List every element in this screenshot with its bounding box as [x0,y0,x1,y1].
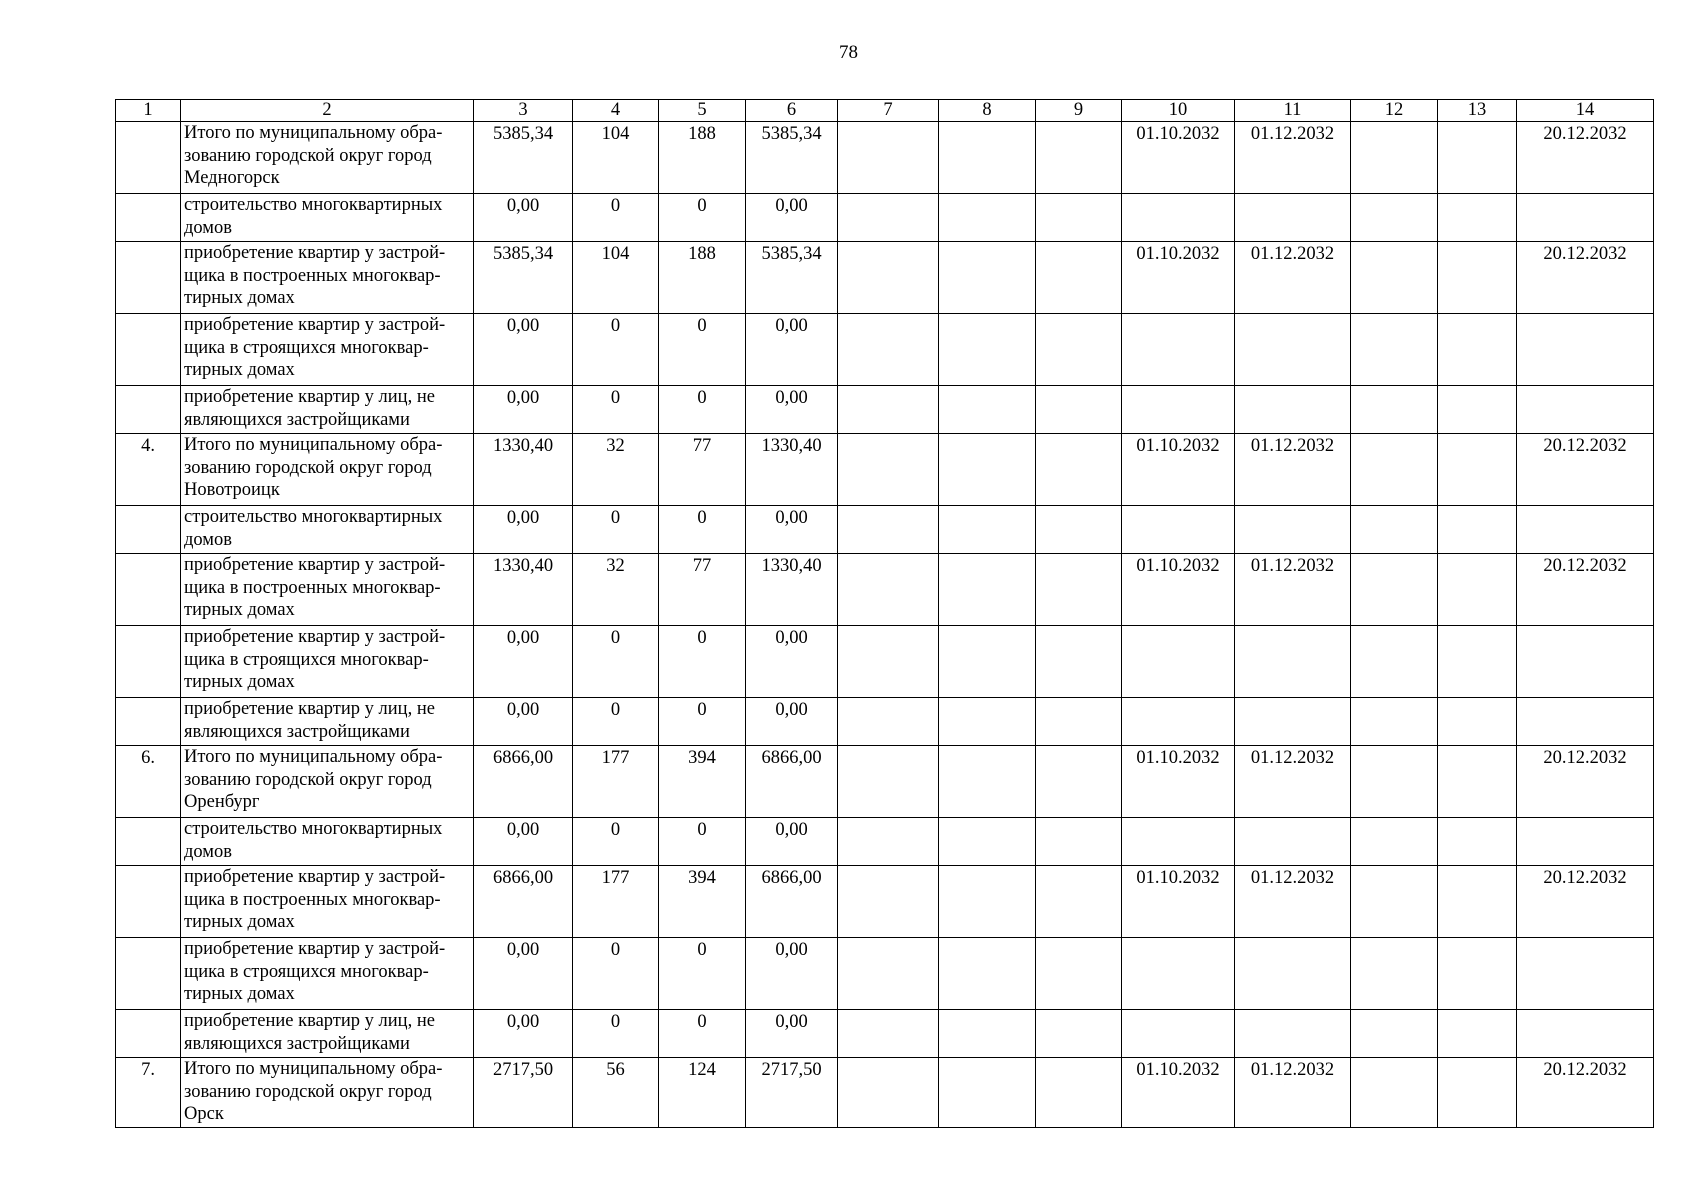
value-cell [1122,818,1235,866]
value-cell [1235,626,1351,698]
value-cell [838,434,939,506]
table-row [116,506,1654,554]
value-cell [1351,314,1438,386]
value-cell: 0,00 [474,1010,573,1058]
value-cell: 6866,00 [746,866,838,938]
value-cell: 5385,34 [746,122,838,194]
row-number-cell [116,554,181,626]
column-header: 12 [1351,100,1438,122]
table-row [116,1058,1654,1128]
value-cell [1036,698,1122,746]
value-cell [939,746,1036,818]
value-cell [1438,434,1517,506]
table-row [116,386,1654,434]
value-cell: 56 [573,1058,659,1128]
value-cell [1351,818,1438,866]
allocation-table [115,99,1654,1128]
value-cell [1235,818,1351,866]
table-row [116,626,1654,698]
value-cell [1036,122,1122,194]
value-cell [939,314,1036,386]
value-cell: 1330,40 [746,554,838,626]
value-cell [1517,698,1654,746]
value-cell [1438,626,1517,698]
item-name-cell: приобретение квартир у лиц, не являющихся застройщиками [181,698,474,746]
table-row [116,194,1654,242]
value-cell: 0 [573,626,659,698]
value-cell [939,242,1036,314]
value-cell: 5385,34 [746,242,838,314]
column-header: 8 [939,100,1036,122]
value-cell: 5385,34 [474,242,573,314]
value-cell [939,866,1036,938]
value-cell: 188 [659,242,746,314]
value-cell: 394 [659,866,746,938]
value-cell: 0 [659,1010,746,1058]
item-name-cell: Итого по муниципальному обра-зованию городской округ город Медногорск [181,122,474,194]
value-cell: 20.12.2032 [1517,1058,1654,1128]
value-cell: 0 [659,626,746,698]
value-cell [939,122,1036,194]
value-cell [1036,314,1122,386]
value-cell [1351,434,1438,506]
value-cell: 2717,50 [746,1058,838,1128]
row-number-cell [116,506,181,554]
value-cell: 1330,40 [746,434,838,506]
value-cell: 0,00 [474,626,573,698]
table-row [116,746,1654,818]
value-cell: 177 [573,866,659,938]
item-name-cell: приобретение квартир у застрой-щика в строящихся многоквар-тирных домах [181,626,474,698]
value-cell [1122,194,1235,242]
value-cell [939,194,1036,242]
value-cell: 0 [659,938,746,1010]
value-cell [1438,818,1517,866]
value-cell [1351,506,1438,554]
value-cell: 32 [573,434,659,506]
value-cell: 394 [659,746,746,818]
value-cell [939,698,1036,746]
value-cell: 01.12.2032 [1235,122,1351,194]
value-cell [1122,386,1235,434]
value-cell: 32 [573,554,659,626]
value-cell [1517,314,1654,386]
value-cell: 0 [573,506,659,554]
value-cell [939,554,1036,626]
item-name-cell: Итого по муниципальному обра-зованию городской округ город Оренбург [181,746,474,818]
value-cell: 0 [659,314,746,386]
column-header: 10 [1122,100,1235,122]
table-row [116,434,1654,506]
value-cell [939,506,1036,554]
row-number-cell [116,386,181,434]
value-cell: 0,00 [746,626,838,698]
value-cell: 20.12.2032 [1517,554,1654,626]
value-cell: 01.12.2032 [1235,746,1351,818]
value-cell: 0,00 [746,698,838,746]
value-cell [1122,506,1235,554]
value-cell: 0 [573,818,659,866]
table-row [116,242,1654,314]
value-cell: 20.12.2032 [1517,242,1654,314]
value-cell [1036,242,1122,314]
row-number-cell [116,938,181,1010]
value-cell: 01.10.2032 [1122,866,1235,938]
value-cell: 0 [573,938,659,1010]
column-header: 9 [1036,100,1122,122]
column-header: 2 [181,100,474,122]
value-cell [1122,698,1235,746]
value-cell [1036,938,1122,1010]
value-cell [1122,626,1235,698]
item-name-cell: Итого по муниципальному обра-зованию городской округ город Орск [181,1058,474,1128]
value-cell [1351,554,1438,626]
value-cell [1517,386,1654,434]
value-cell: 0 [659,194,746,242]
table-row [116,818,1654,866]
value-cell [1517,1010,1654,1058]
value-cell: 0 [573,194,659,242]
value-cell [1517,938,1654,1010]
value-cell [1351,1058,1438,1128]
table-row [116,938,1654,1010]
value-cell [1036,1010,1122,1058]
value-cell [1235,194,1351,242]
value-cell [1517,506,1654,554]
value-cell [838,314,939,386]
table-row [116,314,1654,386]
value-cell: 20.12.2032 [1517,434,1654,506]
value-cell [939,626,1036,698]
value-cell [1438,938,1517,1010]
column-header: 3 [474,100,573,122]
value-cell [838,554,939,626]
column-header: 14 [1517,100,1654,122]
value-cell [1351,698,1438,746]
item-name-cell: строительство многоквартирных домов [181,818,474,866]
item-name-cell: приобретение квартир у застрой-щика в построенных многоквар-тирных домах [181,866,474,938]
value-cell: 0,00 [746,386,838,434]
value-cell: 77 [659,434,746,506]
value-cell: 2717,50 [474,1058,573,1128]
item-name-cell: приобретение квартир у застрой-щика в строящихся многоквар-тирных домах [181,938,474,1010]
value-cell [1438,698,1517,746]
row-number-cell [116,194,181,242]
value-cell [1438,122,1517,194]
table-row [116,866,1654,938]
value-cell [1235,386,1351,434]
table-row [116,554,1654,626]
column-header: 13 [1438,100,1517,122]
value-cell [1351,242,1438,314]
item-name-cell: Итого по муниципальному обра-зованию городской округ город Новотроицк [181,434,474,506]
value-cell [1235,506,1351,554]
column-header: 7 [838,100,939,122]
table-row [116,1010,1654,1058]
value-cell: 01.12.2032 [1235,1058,1351,1128]
value-cell: 0,00 [474,698,573,746]
column-header: 11 [1235,100,1351,122]
value-cell: 01.10.2032 [1122,434,1235,506]
value-cell [1438,242,1517,314]
table-body [116,122,1654,1128]
row-number-cell: 6. [116,746,181,818]
value-cell: 01.12.2032 [1235,554,1351,626]
item-name-cell: приобретение квартир у застрой-щика в построенных многоквар-тирных домах [181,554,474,626]
value-cell [939,938,1036,1010]
table-row [116,698,1654,746]
value-cell: 0 [573,1010,659,1058]
value-cell [838,818,939,866]
value-cell [1351,1010,1438,1058]
value-cell [838,1010,939,1058]
row-number-cell [116,1010,181,1058]
row-number-cell [116,626,181,698]
value-cell [838,122,939,194]
value-cell: 104 [573,242,659,314]
column-header: 4 [573,100,659,122]
value-cell [1036,386,1122,434]
value-cell: 01.10.2032 [1122,554,1235,626]
value-cell [1351,626,1438,698]
value-cell: 0,00 [474,938,573,1010]
value-cell [1036,1058,1122,1128]
value-cell: 0,00 [474,194,573,242]
item-name-cell: строительство многоквартирных домов [181,194,474,242]
value-cell [1438,506,1517,554]
value-cell [1438,746,1517,818]
value-cell: 0 [659,698,746,746]
value-cell [939,434,1036,506]
value-cell: 77 [659,554,746,626]
value-cell [838,626,939,698]
value-cell: 01.10.2032 [1122,242,1235,314]
value-cell: 5385,34 [474,122,573,194]
value-cell: 0,00 [746,506,838,554]
value-cell [838,746,939,818]
value-cell [1351,194,1438,242]
value-cell: 01.12.2032 [1235,866,1351,938]
value-cell [1235,1010,1351,1058]
value-cell: 104 [573,122,659,194]
value-cell [1122,314,1235,386]
value-cell: 124 [659,1058,746,1128]
item-name-cell: приобретение квартир у застрой-щика в строящихся многоквар-тирных домах [181,314,474,386]
value-cell: 0,00 [474,314,573,386]
item-name-cell: приобретение квартир у застрой-щика в построенных многоквар-тирных домах [181,242,474,314]
value-cell: 0 [573,314,659,386]
row-number-cell [116,698,181,746]
column-header: 5 [659,100,746,122]
value-cell [838,938,939,1010]
row-number-cell [116,818,181,866]
item-name-cell: приобретение квартир у лиц, не являющихся застройщиками [181,386,474,434]
value-cell [1036,866,1122,938]
value-cell: 1330,40 [474,554,573,626]
value-cell [1438,1010,1517,1058]
value-cell [1351,386,1438,434]
value-cell [838,506,939,554]
value-cell [838,386,939,434]
value-cell [1438,194,1517,242]
value-cell [1438,866,1517,938]
value-cell [1517,818,1654,866]
column-header: 1 [116,100,181,122]
value-cell [1235,938,1351,1010]
value-cell: 0 [659,506,746,554]
value-cell: 0,00 [474,506,573,554]
value-cell: 6866,00 [746,746,838,818]
row-number-cell: 7. [116,1058,181,1128]
value-cell: 1330,40 [474,434,573,506]
value-cell: 0,00 [746,938,838,1010]
value-cell [1036,554,1122,626]
value-cell [838,242,939,314]
value-cell [1351,746,1438,818]
value-cell: 0,00 [746,818,838,866]
value-cell [1351,866,1438,938]
value-cell: 01.10.2032 [1122,122,1235,194]
item-name-cell: приобретение квартир у лиц, не являющихся застройщиками [181,1010,474,1058]
row-number-cell [116,242,181,314]
value-cell [838,866,939,938]
value-cell [1438,386,1517,434]
value-cell [1351,938,1438,1010]
value-cell [838,1058,939,1128]
value-cell [1351,122,1438,194]
table-row [116,122,1654,194]
value-cell [939,1010,1036,1058]
value-cell: 0 [659,386,746,434]
value-cell [1517,626,1654,698]
column-number-row [116,100,1654,122]
row-number-cell [116,866,181,938]
value-cell [1036,194,1122,242]
value-cell: 01.12.2032 [1235,434,1351,506]
value-cell: 188 [659,122,746,194]
value-cell: 0 [659,818,746,866]
value-cell [1036,434,1122,506]
value-cell [1036,746,1122,818]
value-cell [1235,314,1351,386]
value-cell [1036,626,1122,698]
value-cell: 0,00 [474,386,573,434]
value-cell [1517,194,1654,242]
value-cell: 0,00 [474,818,573,866]
row-number-cell [116,314,181,386]
value-cell: 01.10.2032 [1122,746,1235,818]
column-header: 6 [746,100,838,122]
value-cell: 20.12.2032 [1517,866,1654,938]
value-cell: 0,00 [746,1010,838,1058]
value-cell [939,386,1036,434]
value-cell [1438,1058,1517,1128]
value-cell: 01.10.2032 [1122,1058,1235,1128]
value-cell: 0,00 [746,314,838,386]
value-cell: 20.12.2032 [1517,746,1654,818]
value-cell: 20.12.2032 [1517,122,1654,194]
value-cell: 6866,00 [474,746,573,818]
value-cell [1036,506,1122,554]
page-number: 78 [839,42,858,63]
value-cell [838,194,939,242]
value-cell: 01.12.2032 [1235,242,1351,314]
value-cell [1036,818,1122,866]
value-cell [1438,554,1517,626]
row-number-cell: 4. [116,434,181,506]
value-cell [1122,938,1235,1010]
value-cell [838,698,939,746]
value-cell: 177 [573,746,659,818]
value-cell [1438,314,1517,386]
value-cell: 0 [573,698,659,746]
value-cell: 0 [573,386,659,434]
value-cell [939,1058,1036,1128]
value-cell [1122,1010,1235,1058]
item-name-cell: строительство многоквартирных домов [181,506,474,554]
value-cell: 0,00 [746,194,838,242]
value-cell [1235,698,1351,746]
row-number-cell [116,122,181,194]
value-cell: 6866,00 [474,866,573,938]
value-cell [939,818,1036,866]
